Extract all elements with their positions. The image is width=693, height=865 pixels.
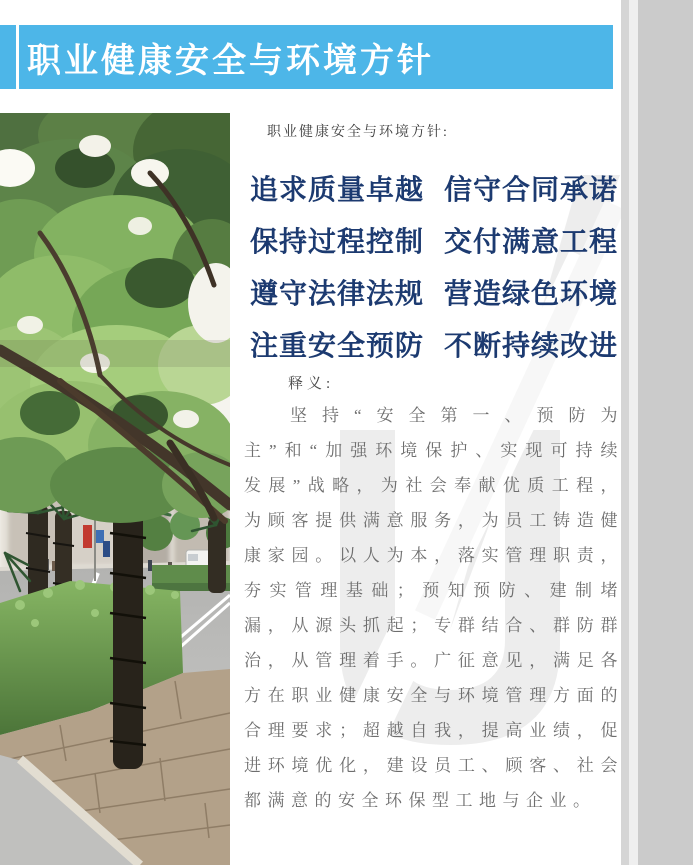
- street-photo: [0, 113, 230, 865]
- policy-slogans: [250, 162, 618, 370]
- slogan-text: 追求质量卓越: [250, 174, 425, 205]
- scan-background: [638, 0, 693, 865]
- slogan-text: 遵守法律法规: [250, 278, 425, 309]
- page-title: 职业健康安全与环境方针: [27, 43, 434, 80]
- photo-tree-canopy: [0, 113, 230, 523]
- slogan-text: 不断持续改进: [443, 330, 618, 361]
- header-accent-line: [16, 25, 19, 89]
- slogan-text: 交付满意工程: [443, 226, 618, 257]
- slogan-text: 信守合同承诺: [443, 174, 618, 205]
- slogan-text: 注重安全预防: [250, 330, 425, 361]
- slogan-row: [250, 162, 618, 214]
- interpretation-body: 坚持“安全第一、预防为主”和“加强环境保护、实现可持续发展”战略，为社会奉献优质工程，为顾客提供满意服务，为员工铸造健康家园。以人为本，落实管理职责，夯实管理基础；预知预防、建制堵漏，从源头抓起；专群结合、群防群治，从管理着手。广征意见，满足各方在职业健康安全与环境管理方面的合理要求；超越自我，提高业绩，促进环境优化，建设员工、顾客、社会都满意的安全环保型工地与企业。: [244, 406, 624, 810]
- scan-edge-light: [629, 0, 638, 865]
- slogan-text: 保持过程控制: [250, 226, 425, 257]
- slogan-text: 营造绿色环境: [443, 278, 618, 309]
- slogan-row: [250, 318, 618, 370]
- photo-exposure-band: [0, 340, 230, 367]
- slogan-row: [250, 214, 618, 266]
- policy-label: 职业健康安全与环境方针:: [267, 125, 449, 140]
- interpretation-label: 释义:: [288, 376, 335, 392]
- slogan-row: [250, 266, 618, 318]
- header-bar: [0, 25, 613, 89]
